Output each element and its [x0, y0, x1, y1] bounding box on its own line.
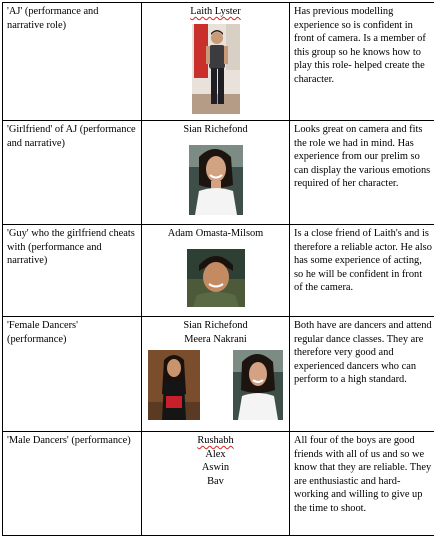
cast-name: Alex [205, 448, 226, 460]
casting-table [2, 2, 434, 536]
cast-cell [142, 3, 290, 121]
cast-name [146, 227, 285, 241]
table-row [3, 3, 434, 121]
cast-cell [142, 317, 290, 432]
cast-name: Rushabh [197, 435, 234, 446]
cast-name: Aswin [201, 462, 230, 473]
cast-name: Sian Richefond [183, 124, 248, 135]
cast-name-text: Adam Omasta-Milsom [167, 228, 264, 239]
cast-name: Sian Richefond [183, 320, 248, 331]
table-row [3, 121, 434, 225]
cast-cell [142, 225, 290, 317]
cast-photo-pair [146, 346, 285, 420]
cast-name: Bav [207, 475, 224, 487]
cast-name: Laith Lyster [190, 6, 241, 17]
cast-name: Meera Nakrani [184, 333, 247, 345]
cast-cell [142, 121, 290, 225]
cast-photo [233, 350, 283, 420]
reason-cell: Both have are dancers and attend regular dance classes. They are therefore very good and experienced dancers who can perform to a high standard. [290, 317, 434, 432]
reason-cell: Looks great on camera and fits the role we had in mind. Has experience from our prelim so can display the various emotions required of her character. [290, 121, 434, 225]
table-row [3, 225, 434, 317]
reason-cell: Is a close friend of Laith's and is therefore a reliable actor. He also has some experience of acting, so he will be confident in front of the camera. [290, 225, 434, 317]
reason-cell: Has previous modelling experience so is confident in front of camera. Is a member of this group so he knows how to play this role- helped create the character. [290, 3, 434, 121]
cast-photo [148, 350, 200, 420]
role-cell: 'AJ' (performance and narrative role) [3, 3, 142, 121]
cast-photo [187, 249, 245, 307]
role-cell: 'Female Dancers' (performance) [3, 317, 142, 432]
table-row [3, 317, 434, 432]
reason-cell: All four of the boys are good friends with all of us and so we know that they are reliable. They are enthusiastic and hard-working and willing to give up the time to shoot. [290, 432, 434, 536]
role-cell: 'Male Dancers' (performance) [3, 432, 142, 536]
table-row [3, 432, 434, 536]
role-cell: 'Guy' who the girlfriend cheats with (performance and narrative) [3, 225, 142, 317]
cast-photo [189, 145, 243, 215]
cast-cell [142, 432, 290, 536]
role-cell: 'Girlfriend' of AJ (performance and narrative) [3, 121, 142, 225]
cast-photo [192, 24, 240, 114]
